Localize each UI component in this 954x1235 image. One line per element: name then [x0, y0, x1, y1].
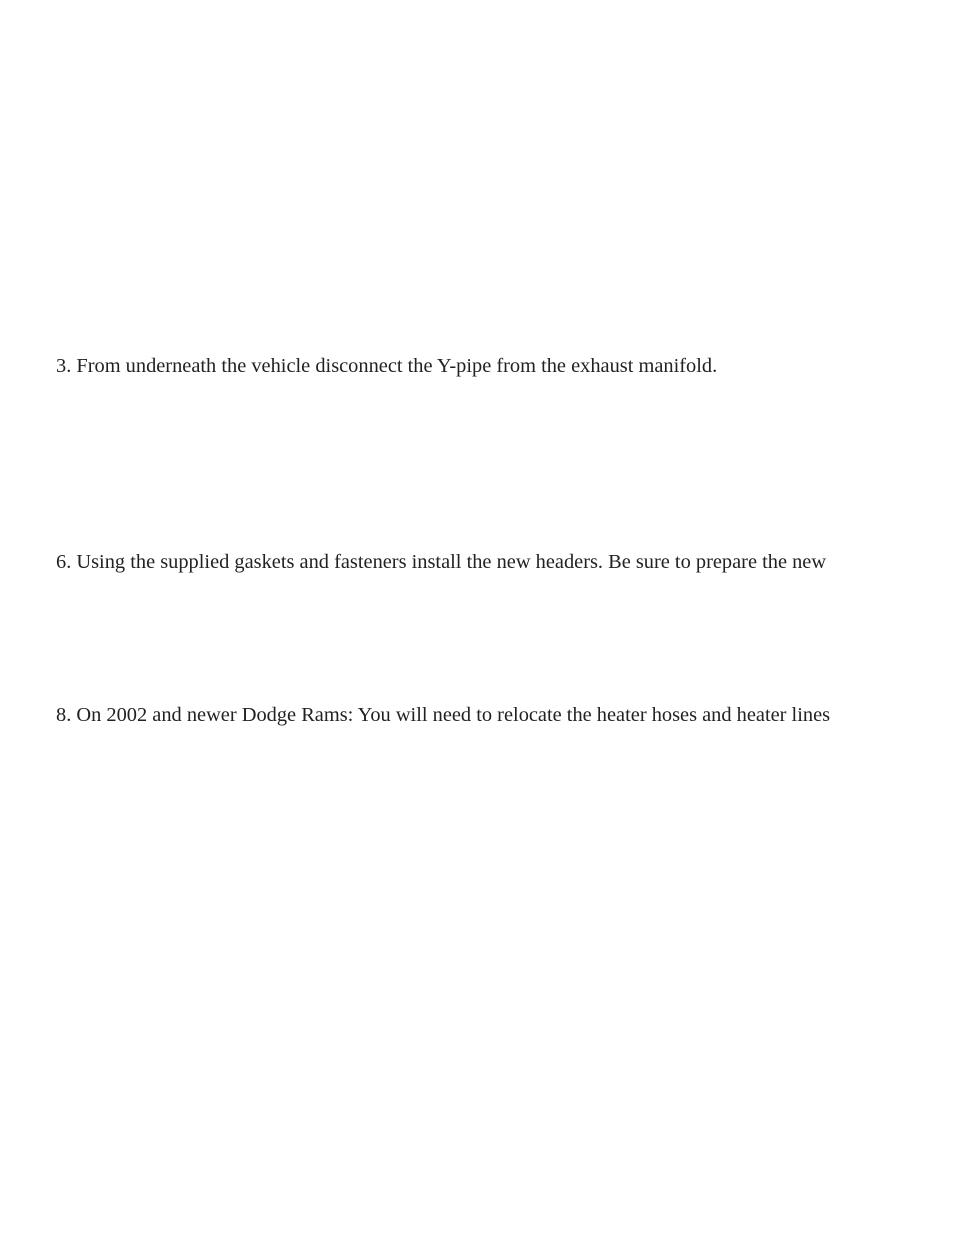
instruction-step-3: 3. From underneath the vehicle disconnect the Y-pipe from the exhaust manifold.: [56, 355, 718, 377]
instruction-step-6: 6. Using the supplied gaskets and fasteners install the new headers. Be sure to prepare the new: [56, 551, 827, 573]
instruction-step-8: 8. On 2002 and newer Dodge Rams: You will need to relocate the heater hoses and heater lines: [56, 704, 831, 726]
